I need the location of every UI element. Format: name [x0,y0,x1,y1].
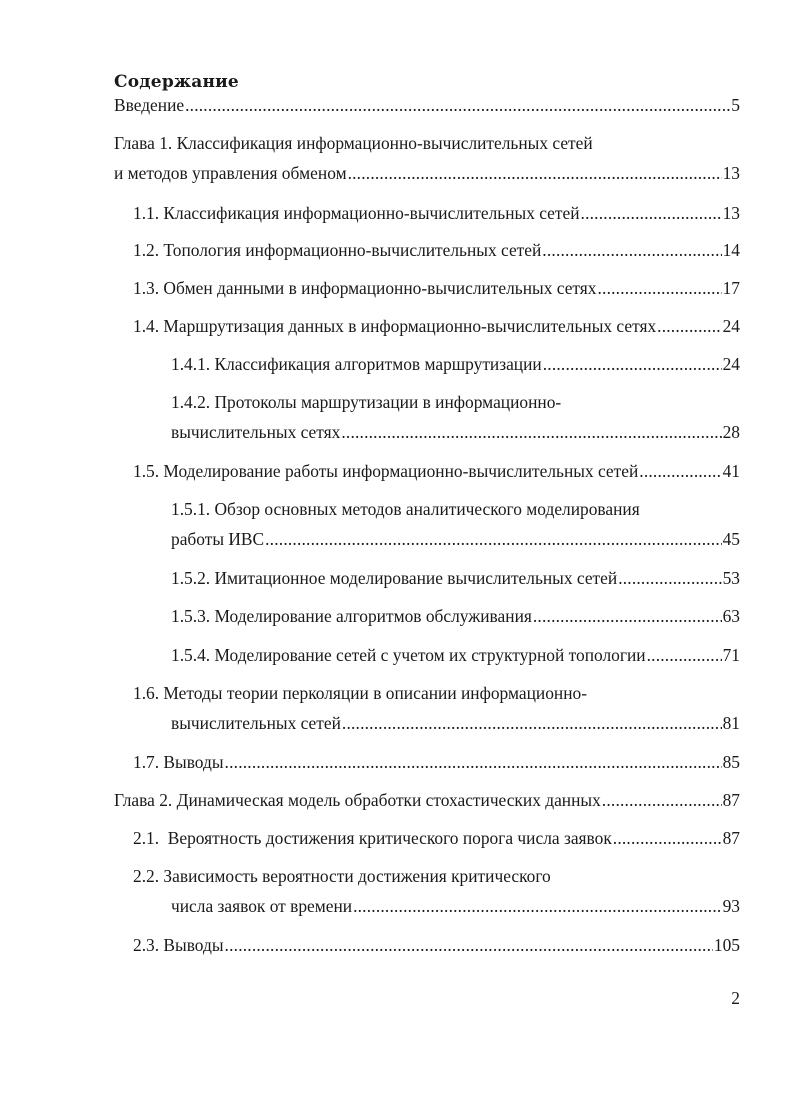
toc-page-number: 87 [722,828,740,848]
toc-entry-title: Глава 1. Классификация информационно-вычислительных сетей [114,133,593,153]
page-number: 2 [731,988,740,1008]
dot-leader [543,353,722,375]
toc-entry-2-3 [133,934,740,956]
toc-entry-1-5-2 [171,567,740,589]
toc-entry-2-1 [133,827,740,849]
toc-entry-title-continued: и методов управления обменом [114,163,347,183]
page-title: Содержание [114,72,239,92]
toc-entry-1-4 [133,315,740,337]
dot-leader [613,827,722,849]
toc-page-number: 13 [722,163,740,183]
toc-page-number: 5 [731,95,740,115]
toc-entry-title: 1.5.1. Обзор основных методов аналитического моделирования [171,499,640,519]
toc-entry-1-4-1 [171,353,740,375]
toc-page-number: 13 [722,203,740,223]
toc-page-number: 24 [722,354,740,374]
toc-page-number: 85 [722,752,740,772]
toc-page-number: 24 [722,316,740,336]
dot-leader [581,202,722,224]
toc-page-number: 28 [722,422,740,442]
toc-entry-title-continued: работы ИВС [171,529,265,549]
toc-page-number: 71 [722,645,740,665]
toc-entry-title: 1.5. Моделирование работы информационно-вычислительных сетей [133,461,639,481]
toc-entry-title: 1.5.2. Имитационное моделирование вычислительных сетей [171,568,618,588]
toc-page-number: 81 [722,713,740,733]
dot-leader [341,421,721,443]
dot-leader [542,239,721,261]
dot-leader [533,605,722,627]
toc-entry-1-3 [133,277,740,299]
toc-entry-title: 1.4.1. Классификация алгоритмов маршрутизации [171,354,542,374]
toc-entry-title: Введение [114,95,185,115]
toc-entry-title: Глава 2. Динамическая модель обработки стохастических данных [114,790,601,810]
toc-page-number: 17 [722,278,740,298]
toc-page-number: 105 [713,935,740,955]
dot-leader [597,277,721,299]
dot-leader [647,644,722,666]
toc-page-number: 41 [722,461,740,481]
toc-entry-1-4-2 [171,391,740,443]
toc-entry-1-2 [133,239,740,261]
toc-entry-chapter-1 [114,132,740,184]
toc-entry-title: 1.6. Методы теории перколяции в описании информационно- [133,683,588,703]
toc-entry-title: 1.5.4. Моделирование сетей с учетом их структурной топологии [171,645,646,665]
toc-page-number: 63 [722,606,740,626]
toc-entry-title: 2.3. Выводы [133,935,224,955]
dot-leader [225,751,722,773]
dot-leader [602,789,722,811]
dot-leader [618,567,721,589]
toc-entry-title: 1.4. Маршрутизация данных в информационно-вычислительных сетях [133,316,657,336]
toc-entry-title-continued: вычислительных сетей [171,713,341,733]
toc-entry-chapter-2 [114,789,740,811]
dot-leader [342,712,722,734]
toc-entry-title: 1.3. Обмен данными в информационно-вычислительных сетях [133,278,597,298]
toc-page-number: 53 [722,568,740,588]
toc-page-number: 93 [722,896,740,916]
toc-entry-title: 1.7. Выводы [133,752,224,772]
dot-leader [348,162,722,184]
toc-entry-introduction [114,94,740,116]
dot-leader [225,934,713,956]
toc-entry-1-6 [133,682,740,734]
toc-entry-1-5 [133,460,740,482]
toc-page-number: 14 [722,240,740,260]
dot-leader [185,94,730,116]
toc-entry-title-continued: вычислительных сетях [171,422,341,442]
toc-entry-title: 2.2. Зависимость вероятности достижения критического [133,866,551,886]
toc-entry-title: 2.1. Вероятность достижения критического порога числа заявок [133,828,612,848]
toc-entry-1-7 [133,751,740,773]
toc-page-number: 45 [722,529,740,549]
toc-entry-title-continued: числа заявок от времени [171,896,353,916]
toc-entry-title: 1.5.3. Моделирование алгоритмов обслуживания [171,606,532,626]
dot-leader [353,895,722,917]
toc-page-number: 87 [722,790,740,810]
toc-entry-title: 1.1. Классификация информационно-вычислительных сетей [133,203,580,223]
toc-entry-title: 1.2. Топология информационно-вычислительных сетей [133,240,542,260]
toc-entry-title: 1.4.2. Протоколы маршрутизации в информационно- [171,392,562,412]
dot-leader [265,528,721,550]
toc-entry-1-5-4 [171,644,740,666]
toc-entry-1-1 [133,202,740,224]
dot-leader [657,315,721,337]
toc-entry-1-5-3 [171,605,740,627]
toc-entry-1-5-1 [171,498,740,550]
toc-entry-2-2 [133,865,740,917]
dot-leader [639,460,721,482]
